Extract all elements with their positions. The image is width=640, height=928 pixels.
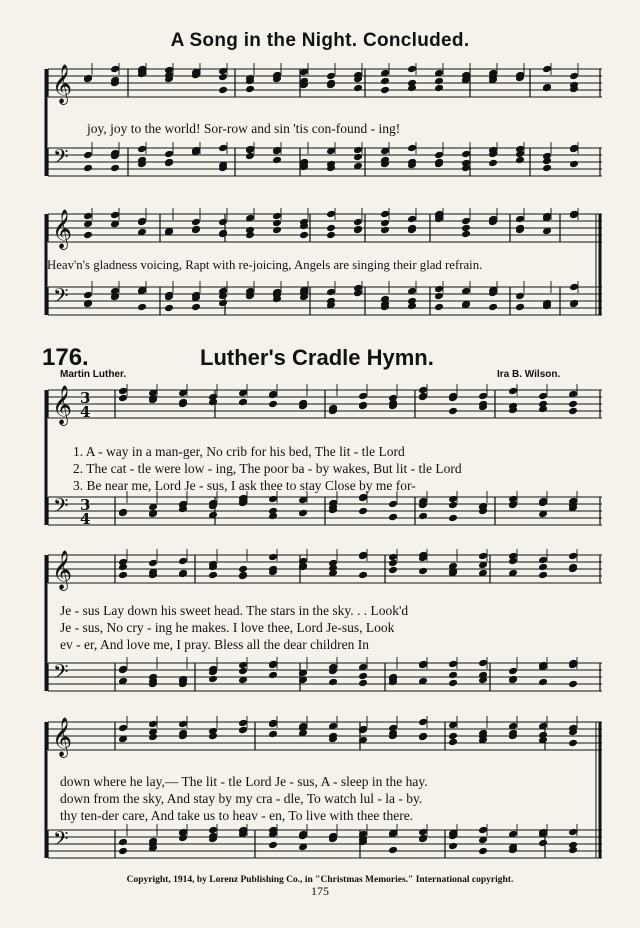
- verse-2-line-1: 2. The cat - tle were low - ing, The poor ba - by wakes, But lit - tle Lord: [73, 461, 462, 476]
- bass-time-signature-top: 3: [80, 496, 91, 514]
- bass-clef-icon: 𝄢: [53, 284, 69, 312]
- treble-clef-icon: 𝄞: [52, 550, 73, 590]
- page-number: 175: [311, 884, 329, 898]
- treble-clef-icon: 𝄞: [52, 717, 73, 757]
- verse-1-line-2: Je - sus Lay down his sweet head. The stars in the sky. . . Look'd: [60, 603, 409, 618]
- verse-1-line-3: down where he lay,— The lit - tle Lord Je - sus, A - sleep in the hay.: [60, 774, 428, 789]
- time-signature-bottom: 4: [80, 403, 91, 421]
- bass-clef-icon: 𝄢: [53, 494, 69, 522]
- verse-3-line-2: ev - er, And love me, I pray. Bless all the dear children In: [60, 637, 369, 652]
- verse-3-line-3: thy ten-der care, And take us to heav - en, To live with thee there.: [60, 808, 414, 823]
- verse-1-line-1: 1. A - way in a man-ger, No crib for his bed, The lit - tle Lord: [73, 444, 405, 459]
- verse-2-line-3: down from the sky, And stay by my cra - dle, To watch lul - la - by.: [60, 791, 423, 806]
- verse-3-line-1: 3. Be near me, Lord Je - sus, I ask thee to stay Close by me for-: [73, 478, 416, 493]
- continued-lyric-line-2: Heav'n's gladness voicing, Rapt with re-joicing, Angels are singing their glad refrain.: [47, 258, 483, 272]
- bass-clef-icon: 𝄢: [53, 660, 69, 688]
- bass-clef-icon: 𝄢: [53, 827, 69, 855]
- treble-clef-icon: 𝄞: [52, 64, 73, 104]
- hymn-number: 176.: [42, 344, 89, 371]
- hymn-title: Luther's Cradle Hymn.: [200, 345, 434, 370]
- continued-lyric-line-1: joy, joy to the world! Sor-row and sin 'tis con-found - ing!: [87, 121, 401, 136]
- bass-time-signature-bottom: 4: [80, 510, 91, 528]
- copyright-notice: Copyright, 1914, by Lorenz Publishing Co., in "Christmas Memories." International copyright.: [126, 875, 514, 885]
- bass-clef-icon: 𝄢: [53, 145, 69, 173]
- treble-clef-icon: 𝄞: [52, 385, 73, 425]
- time-signature-top: 3: [80, 389, 91, 407]
- words-credit: Martin Luther.: [60, 369, 127, 380]
- continued-section-title: A Song in the Night. Concluded.: [170, 30, 470, 51]
- treble-clef-icon: 𝄞: [52, 209, 73, 249]
- music-credit: Ira B. Wilson.: [497, 369, 561, 380]
- verse-2-line-2: Je - sus, No cry - ing he makes. I love thee, Lord Je-sus, Look: [60, 620, 395, 635]
